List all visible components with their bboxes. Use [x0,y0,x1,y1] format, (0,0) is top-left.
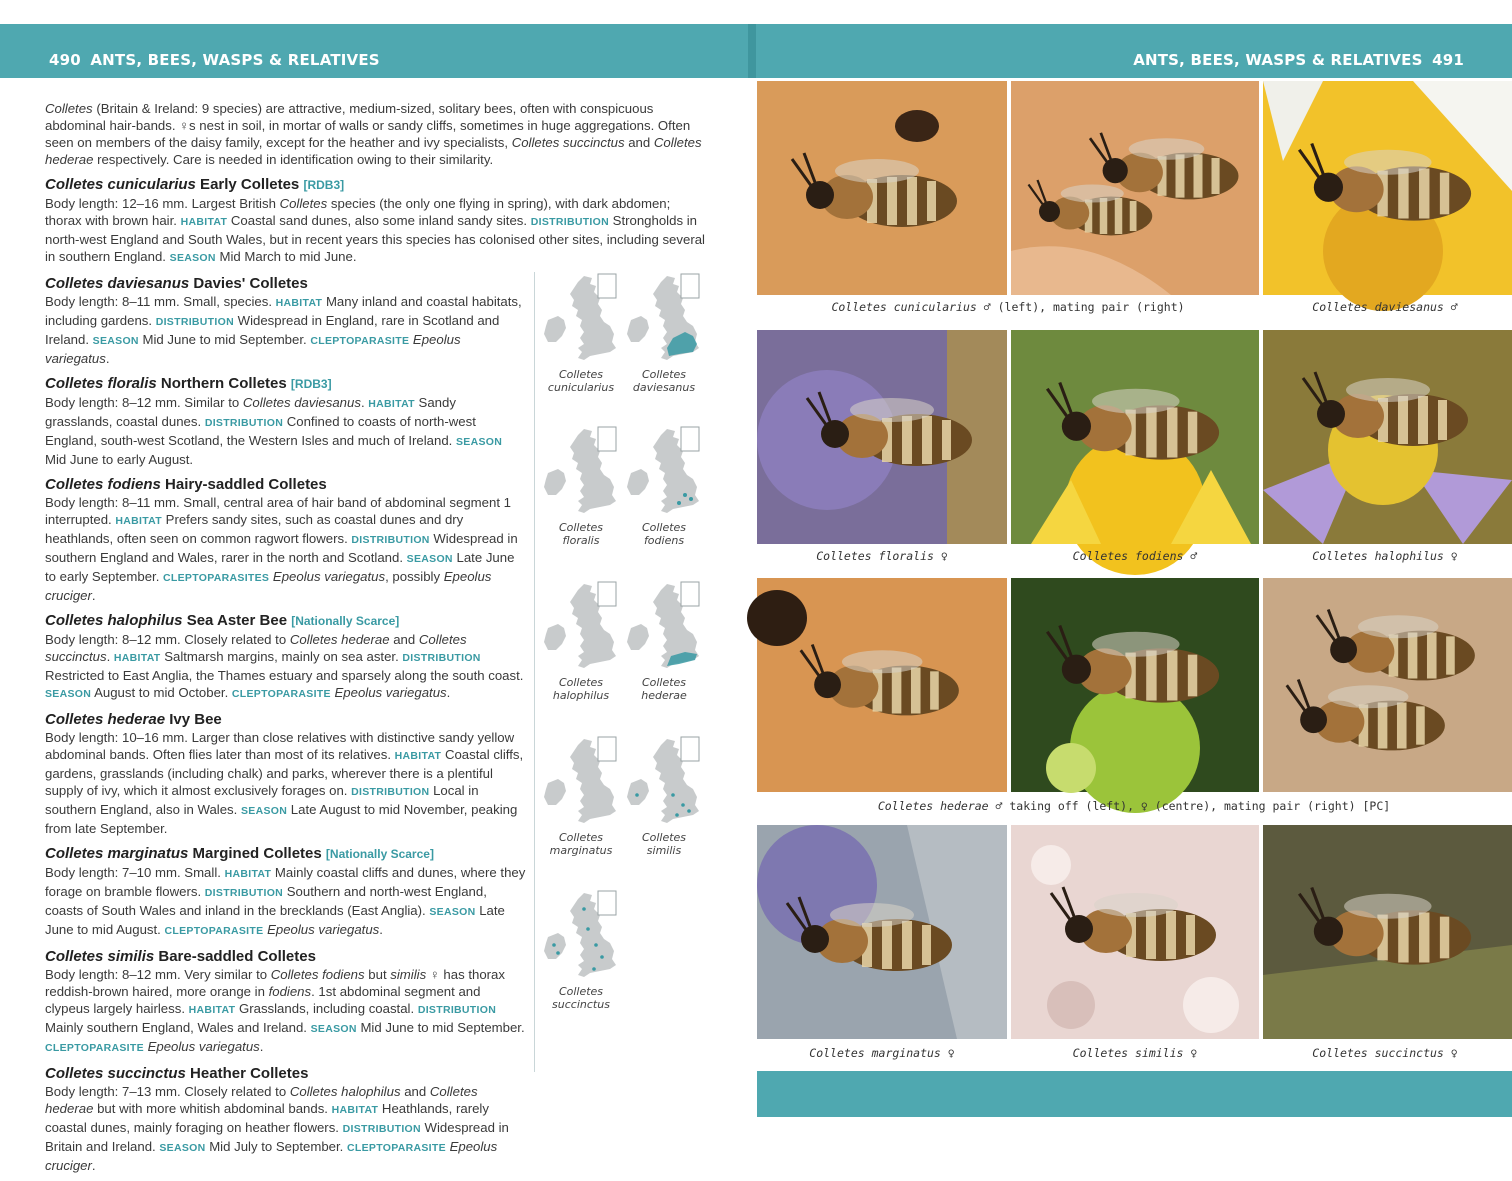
species-description: Body length: 8–11 mm. Small, species. HABITAT Many inland and coastal habitats, including gardens. DISTRIBUTION Widespread in England, rare in Scotland and Ireland. SEASON Mid June to mid September. CLEPTOPARASITE Epeolus variegatus. [45,294,522,366]
species-title: Colletes daviesanus Davies' Colletes [45,275,308,292]
map-graphic [623,580,705,676]
distribution-map [623,735,705,857]
map-graphic [623,735,705,831]
map-graphic [623,425,705,521]
species-description: Body length: 12–16 mm. Largest British Colletes species (the only one flying in spring), with dark abdomen; thorax with brown hair. HABITAT Coastal sand dunes, also some inland sandy sites. DISTRIBUTION Strongholds in north-west England and South Wales, but in recent years this species has colonised other sites, including several in southern England. SEASON Mid March to mid June. [45,196,705,264]
distribution-map [540,425,622,547]
genus-name: Colletes [45,101,93,116]
species-daviesanus [45,274,527,367]
map-label: Colletes cunicularius [547,368,615,394]
photo-daviesanus-male [1263,81,1512,295]
species-title: Colletes fodiens Hairy-saddled Colletes [45,476,327,493]
bee-image [1263,81,1512,295]
right-page-number: 491 [1432,51,1464,69]
column-divider [534,272,535,1072]
species-description: Body length: 8–12 mm. Similar to Colletes daviesanus. HABITAT Sandy grasslands, coastal dunes. DISTRIBUTION Confined to coasts of north-west England, south-west Scotland, the Western Isles and much of Ireland. SEASON Mid June to early August. [45,395,503,467]
distribution-map [540,272,622,394]
map-label: Colletes fodiens [641,521,687,547]
photo-caption: Colletes cunicularius ♂ (left), mating pair (right) [831,300,1185,314]
species-marginatus [45,844,527,940]
species-title: Colletes marginatus Margined Colletes [Nationally Scarce] [45,845,434,862]
photo-fodiens-male [1011,330,1259,544]
left-header [45,51,380,69]
species-text-column [45,100,705,1181]
species-title: Colletes halophilus Sea Aster Bee [Nationally Scarce] [45,612,400,629]
map-label: Colletes floralis [558,521,604,547]
map-label: Colletes daviesanus [632,368,696,394]
bee-image [1263,825,1512,1039]
photo-caption: Colletes succinctus ♀ [1312,1046,1458,1060]
bee-image [1011,330,1259,544]
map-graphic [540,735,622,831]
distribution-map [623,272,705,394]
genus-intro: Colletes (Britain & Ireland: 9 species) are attractive, medium-sized, solitary bees, often with conspicuous abdominal hair-bands. ♀s nest in soil, in mortar of walls or sandy cliffs, sometimes in huge aggregations. Often seen on members of the daisy family, except for the heather and ivy specialists, Colletes succinctus and Colletes hederae respectively. Care is needed in identification owing to their similarity. [45,101,702,167]
map-label: Colletes hederae [641,676,687,702]
map-label: Colletes halophilus [552,676,610,702]
photo-caption: Colletes marginatus ♀ [809,1046,955,1060]
map-label: Colletes succinctus [552,985,610,1011]
species-similis [45,947,527,1057]
species-title: Colletes similis Bare-saddled Colletes [45,948,316,965]
bee-image [757,81,1007,295]
photo-caption: Colletes hederae ♂ taking off (left), ♀ (centre), mating pair (right) [PC] [877,799,1391,813]
left-running-title: ANTS, BEES, WASPS & RELATIVES [90,51,380,69]
photo-hederae-takeoff [757,578,1007,792]
distribution-map [540,735,622,857]
species-description: Body length: 8–12 mm. Very similar to Colletes fodiens but similis ♀ has thorax reddish-brown haired, more orange in fodiens. 1st abdominal segment and clypeus largely hairless. HABITAT Grasslands, including coastal. DISTRIBUTION Mainly southern England, Wales and Ireland. SEASON Mid June to mid September. CLEPTOPARASITE Epeolus variegatus. [45,967,525,1054]
bee-image [1011,81,1259,295]
status-tag: [Nationally Scarce] [291,614,400,628]
species-hederae [45,710,527,837]
map-graphic [540,580,622,676]
status-tag: [Nationally Scarce] [325,847,434,861]
species-description: Body length: 8–11 mm. Small, central area of hair band of abdominal segment 1 interrupted. HABITAT Prefers sandy sites, such as coastal dunes and dry heathlands, often seen on common ragwort flowers. DISTRIBUTION Widespread in southern England and Wales, rarer in the north and Scotland. SEASON Late June to early September. CLEPTOPARASITES Epeolus variegatus, possibly Epeolus cruciger. [45,495,518,603]
species-fodiens [45,475,527,604]
bee-image [1011,578,1259,792]
species-description: Body length: 7–13 mm. Closely related to Colletes halophilus and Colletes hederae but with more whitish abdominal bands. HABITAT Heathlands, rarely coastal dunes, mainly foraging on heather flowers. DISTRIBUTION Widespread in Britain and Ireland. SEASON Mid July to September. CLEPTOPARASITE Epeolus cruciger. [45,1084,509,1173]
species-description: Body length: 7–10 mm. Small. HABITAT Mainly coastal cliffs and dunes, where they forage on bramble flowers. DISTRIBUTION Southern and north-west England, coasts of South Wales and inland in the brecklands (East Anglia). SEASON Late June to mid August. CLEPTOPARASITE Epeolus variegatus. [45,865,526,937]
photo-caption: Colletes floralis ♀ [816,549,948,563]
map-graphic [540,889,622,985]
map-graphic [540,272,622,368]
map-graphic [623,272,705,368]
photo-similis-female [1011,825,1259,1039]
photo-caption: Colletes halophilus ♀ [1312,549,1458,563]
photo-marginatus-female [757,825,1007,1039]
distribution-map [540,580,622,702]
map-graphic [540,425,622,521]
photo-halophilus-female [1263,330,1512,544]
right-running-title: ANTS, BEES, WASPS & RELATIVES [1133,51,1423,69]
bee-image [1263,330,1512,544]
distribution-map [540,889,622,1011]
photo-caption: Colletes daviesanus ♂ [1312,300,1458,314]
species-title: Colletes succinctus Heather Colletes [45,1065,309,1082]
bee-image [757,578,1007,792]
bee-image [1263,578,1512,792]
species-title: Colletes floralis Northern Colletes [RDB3] [45,375,332,392]
species-title: Colletes hederae Ivy Bee [45,711,222,728]
bee-image [757,330,1007,544]
photo-caption: Colletes similis ♀ [1072,1046,1198,1060]
photo-caption: Colletes fodiens ♂ [1072,549,1198,563]
photo-floralis-female [757,330,1007,544]
photo-cunicularius-pair [1011,81,1259,295]
species-halophilus [45,611,527,703]
status-tag: [RDB3] [290,377,332,391]
species-cunicularius [45,175,705,267]
photo-hederae-pair [1263,578,1512,792]
species-description: Body length: 10–16 mm. Larger than close relatives with distinctive sandy yellow abdominal bands. Often flies later than most of its relatives. HABITAT Coastal cliffs, gardens, grasslands (including chalk) and parks, wherever there is a plentiful supply of ivy, which it almost exclusively forages on. DISTRIBUTION Local in southern England, also in Wales. SEASON Late August to mid November, peaking from late September. [45,730,524,836]
species-description: Body length: 8–12 mm. Closely related to Colletes hederae and Colletes succinctus. HABITAT Saltmarsh margins, mainly on sea aster. DISTRIBUTION Restricted to East Anglia, the Thames estuary and sparsely along the south coast. SEASON August to mid October. CLEPTOPARASITE Epeolus variegatus. [45,632,524,700]
species-floralis [45,374,527,468]
distribution-map [623,580,705,702]
photo-cunicularius-male [757,81,1007,295]
distribution-map [623,425,705,547]
status-tag: [RDB3] [303,178,345,192]
photo-succinctus-female [1263,825,1512,1039]
footer-band [757,1071,1512,1117]
species-succinctus [45,1064,527,1174]
species-title: Colletes cunicularius Early Colletes [RDB3] [45,176,345,193]
spine-gutter [748,24,756,78]
bee-image [1011,825,1259,1039]
right-header [1133,51,1468,69]
page-header [0,24,1512,78]
map-label: Colletes marginatus [549,831,613,857]
photo-hederae-female [1011,578,1259,792]
map-label: Colletes similis [641,831,687,857]
bee-image [757,825,1007,1039]
left-page-number: 490 [49,51,81,69]
